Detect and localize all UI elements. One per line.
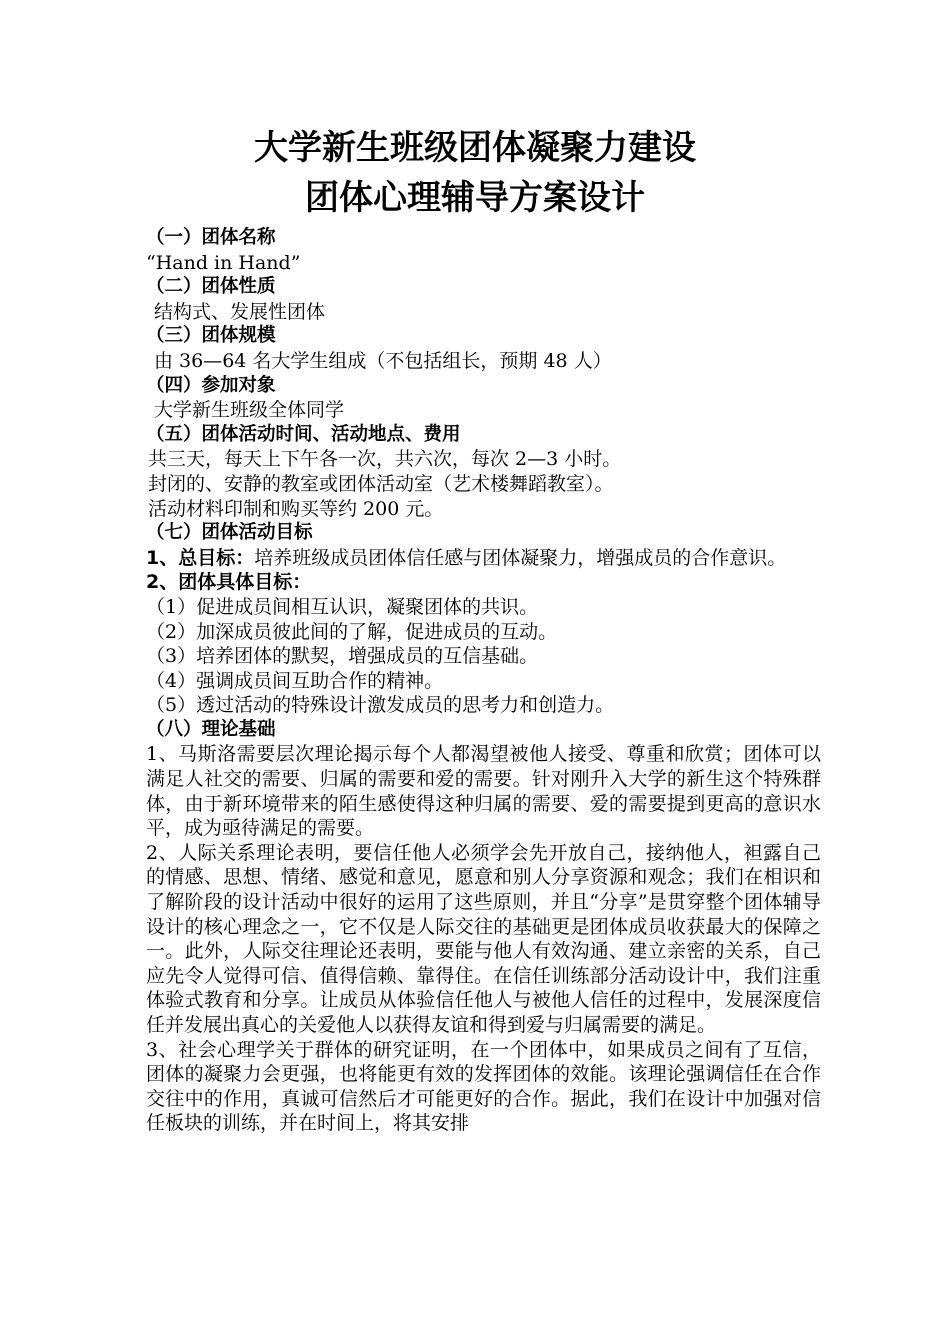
activity-place-text: 封闭的、安静的教室或团体活动室（艺术楼舞蹈教室）。 xyxy=(148,472,614,495)
specific-goal-item: （4）强调成员间互助合作的精神。 xyxy=(146,669,444,692)
document-body xyxy=(146,226,821,1136)
specific-goal-item: （3）培养团体的默契，增强成员的互信基础。 xyxy=(146,645,539,668)
overall-goal-label: 1、总目标： xyxy=(146,546,255,569)
activity-time-text: 共三天，每天上下午各一次，共六次，每次 2—3 小时。 xyxy=(148,448,622,471)
theory-paragraph-3: 3、社会心理学关于群体的研究证明，在一个团体中，如果成员之间有了互信，团体的凝聚力会更强，也将能更有效的发挥团体的效能。该理论强调信任在合作交往中的作用，真诚可信然后才可能更好的合作。据此，我们在设计中加强对信任板块的训练，并在时间上，将其安排 xyxy=(146,1038,821,1135)
section-heading-nature: （二）团体性质 xyxy=(146,276,276,298)
section-heading-scale: （三）团体规模 xyxy=(146,325,276,347)
theory-paragraph-2: 2、人际关系理论表明，要信任他人必须学会先开放自己，接纳他人，袒露自己的情感、思想、情绪、感觉和意见，愿意和别人分享资源和观念；我们在相识和了解阶段的设计活动中很好的运用了这些原则，并且“分享”是贯穿整个团体辅导设计的核心理念之一，它不仅是人际交往的基础更是团体成员收获最大的保障之一。此外，人际交往理论还表明，要能与他人有效沟通、建立亲密的关系，自己应先令人觉得可信、值得信赖、靠得住。在信任训练部分活动设计中，我们注重体验式教育和分享。让成员从体验信任他人与被他人信任的过程中，发展深度信任并发展出真心的关爱他人以获得友谊和得到爱与归属需要的满足。 xyxy=(146,841,821,1036)
section-heading-time-place-cost: （五）团体活动时间、活动地点、费用 xyxy=(146,423,461,445)
activity-cost-text: 活动材料印制和购买等约 200 元。 xyxy=(148,497,444,520)
group-name-text: “Hand in Hand” xyxy=(146,251,301,274)
specific-goal-item: （1）促进成员间相互认识，凝聚团体的共识。 xyxy=(146,595,539,618)
specific-goals-label: 2、团体具体目标： xyxy=(146,571,312,594)
document-title-line2: 团体心理辅导方案设计 xyxy=(305,178,645,218)
section-heading-participants: （四）参加对象 xyxy=(146,374,276,396)
section-heading-name: （一）团体名称 xyxy=(146,227,276,248)
section-heading-theory: （八）理论基础 xyxy=(146,718,276,740)
group-scale-text: 由 36—64 名大学生组成（不包括组长，预期 48 人） xyxy=(154,349,612,372)
section-heading-goals: （七）团体活动目标 xyxy=(146,522,313,544)
overall-goal-text: 培养班级成员团体信任感与团体凝聚力，增强成员的合作意识。 xyxy=(254,546,787,569)
document-title-line1: 大学新生班级团体凝聚力建设 xyxy=(254,128,696,168)
overall-goal-paragraph xyxy=(146,546,821,571)
group-nature-text: 结构式、发展性团体 xyxy=(154,300,326,323)
specific-goal-item: （2）加深成员彼此间的了解，促进成员的互动。 xyxy=(146,620,558,643)
participants-text: 大学新生班级全体同学 xyxy=(154,399,345,422)
theory-paragraph-1: 1、马斯洛需要层次理论揭示每个人都渴望被他人接受、尊重和欣赏；团体可以满足人社交的需要、归属的需要和爱的需要。针对刚升入大学的新生这个特殊群体，由于新环境带来的陌生感使得这种归属的需要、爱的需要提到更高的意识水平，成为亟待满足的需要。 xyxy=(146,743,821,840)
specific-goal-item: （5）透过活动的特殊设计激发成员的思考力和创造力。 xyxy=(146,694,615,717)
